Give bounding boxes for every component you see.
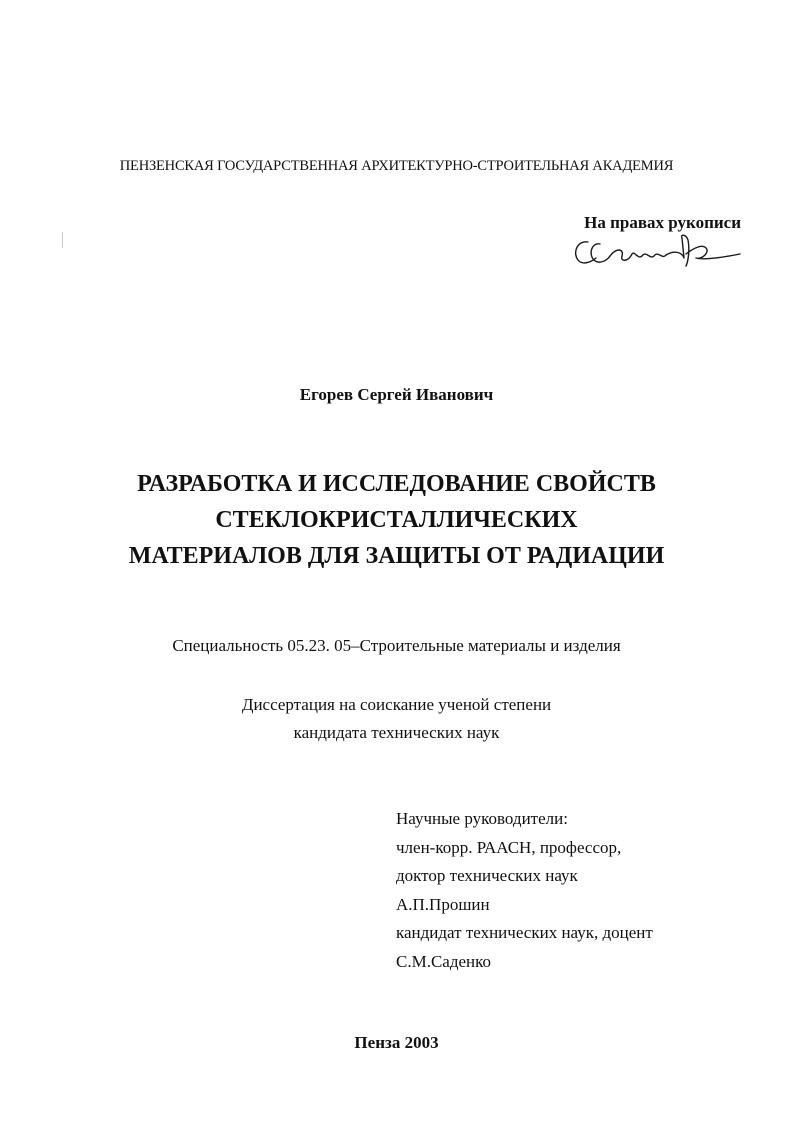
supervisor-line: доктор технических наук — [396, 866, 578, 885]
degree-line: Диссертация на соискание ученой степени — [241, 695, 552, 714]
city-year: Пенза 2003 — [354, 1033, 439, 1052]
title-line: РАЗРАБОТКА И ИССЛЕДОВАНИЕ СВОЙСТВ — [137, 471, 656, 497]
degree-line: кандидата технических наук — [293, 723, 500, 742]
degree-statement — [0, 691, 793, 747]
supervisors-block — [396, 805, 653, 976]
title-line: СТЕКЛОКРИСТАЛЛИЧЕСКИХ — [215, 507, 578, 533]
supervisor-line: А.П.Прошин — [396, 894, 490, 914]
title-line: МАТЕРИАЛОВ ДЛЯ ЗАЩИТЫ ОТ РАДИАЦИИ — [128, 543, 665, 569]
specialty-line: Специальность 05.23. 05–Строительные материалы и изделия — [172, 636, 621, 655]
manuscript-rights-label: На правах рукописи — [584, 213, 741, 232]
supervisor-line: кандидат технических наук, доцент — [396, 923, 653, 942]
dissertation-title — [0, 466, 793, 574]
author-name: Егорев Сергей Иванович — [299, 385, 494, 404]
handwritten-signature — [570, 230, 745, 270]
supervisor-line: член-корр. РААСН, профессор, — [396, 837, 622, 857]
scan-artifact — [62, 232, 63, 248]
institution-name: ПЕНЗЕНСКАЯ ГОСУДАРСТВЕННАЯ АРХИТЕКТУРНО-СТРОИТЕЛЬНАЯ АКАДЕМИЯ — [119, 158, 674, 174]
supervisor-line: С.М.Саденко — [396, 951, 492, 971]
supervisors-heading: Научные руководители: — [396, 809, 568, 828]
